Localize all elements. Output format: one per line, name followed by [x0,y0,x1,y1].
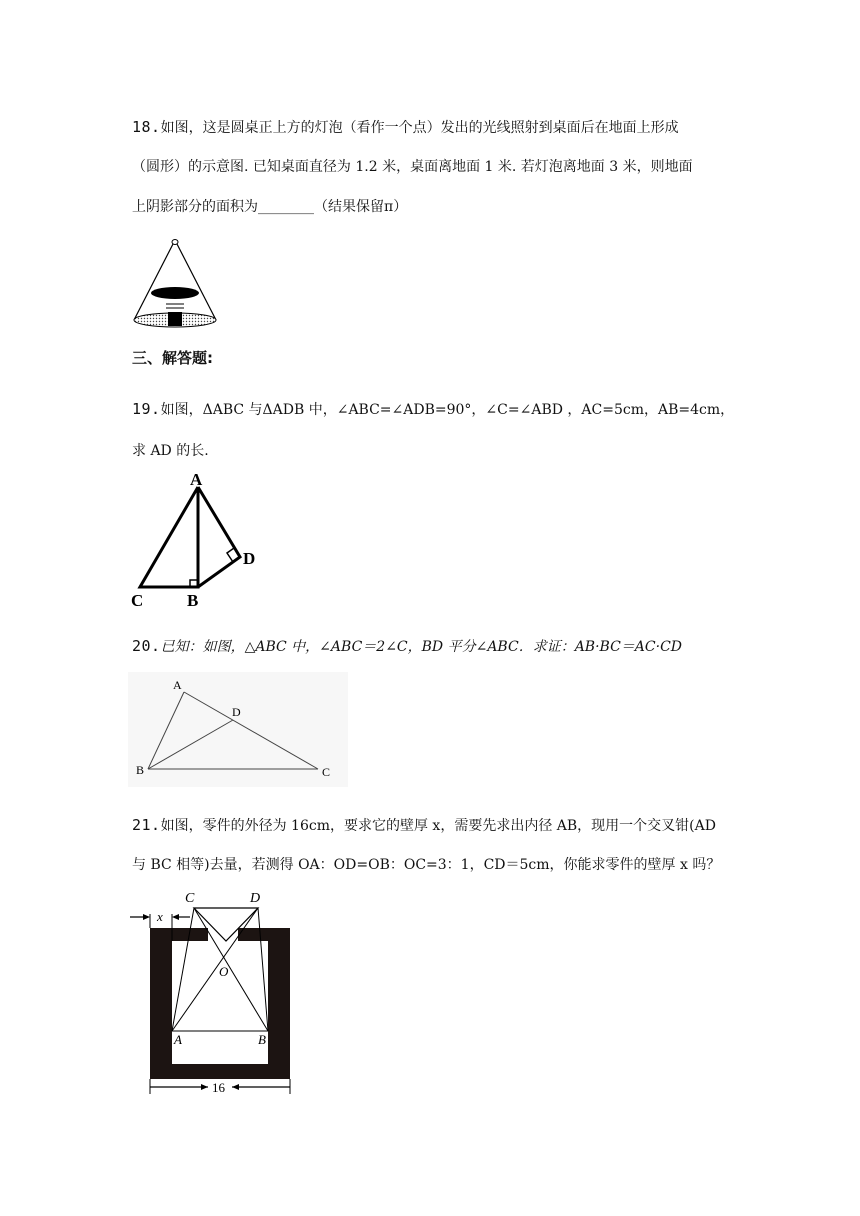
q21-label-width: 16 [212,1080,225,1095]
q19-label-b: B [187,591,199,610]
q18-line1 [132,117,732,138]
q19-number: 19. [132,400,161,418]
q21-x-arrowhead-left [143,914,150,920]
q18-number: 18. [132,118,161,136]
q20-label-a: A [173,678,182,692]
q19-triangle-figure [128,470,268,615]
q19-label-a: A [190,470,203,489]
light-ray-right [177,244,216,320]
q20-triangle-figure [128,672,348,787]
q19-triangle-abd [198,487,240,587]
q21-arm-db [258,908,268,1031]
q18-line2: （圆形）的示意图. 已知桌面直径为 1.2 米，桌面离地面 1 米. 若灯泡离地面 3 米，则地面 [132,159,693,175]
q18-lamp-cone-figure [128,236,223,334]
section-heading: 三、解答题: [132,349,213,367]
q19-text-1: 如图，ΔABC 与ΔADB 中，∠ABC=∠ADB=90°，∠C=∠ABD ，AC=5cm，AB=4cm， [160,402,735,418]
q21-width-arrowhead-right [232,1084,239,1090]
q19-label-d: D [243,549,256,568]
light-ray-left [134,244,173,320]
q21-caliper-figure [128,886,303,1098]
q21-label-a: A [174,1032,182,1047]
q19-triangle-abc [140,487,198,587]
q19-line2: 求 AD 的长. [132,443,209,459]
q21-label-d: D [250,891,261,906]
q20-label-d: D [232,705,241,719]
q21-text-1: 如图，零件的外径为 16cm，要求它的壁厚 x，需要先求出内径 AB，现用一个交叉钳(AD [160,818,716,834]
q20-label-c: C [322,765,331,779]
q19-line1 [132,399,735,420]
q21-arm-ca [172,908,194,1031]
bulb [172,240,178,245]
q18-line3: 上阴影部分的面积为________（结果保留π） [132,199,408,215]
q21-line1 [132,815,732,836]
q21-number: 21. [132,816,161,834]
q18-text-1: 如图，这是圆桌正上方的灯泡（看作一个点）发出的光线照射到桌面后在地面上形成 [160,120,679,136]
q21-label-x: x [157,909,163,924]
q21-label-c: C [185,891,195,906]
q19-label-c: C [131,591,144,610]
q21-line2: 与 BC 相等)去量，若测得 OA：OD=OB：OC=3：1，CD＝5cm，你能求零件的壁厚 x 吗？ [132,857,721,873]
q20-number: 20. [132,637,161,655]
q21-width-arrowhead-left [201,1084,208,1090]
q21-x-arrowhead-right [172,914,179,920]
q20-label-b: B [136,763,145,777]
q21-label-o: O [219,964,229,979]
q21-label-b: B [258,1032,266,1047]
q20-line1 [132,636,732,657]
q20-text-1: 已知：如图，△ABC 中，∠ABC＝2∠C，BD 平分∠ABC．求证：AB·BC＝AC·CD [160,639,683,655]
table-top [151,287,199,299]
table-leg [168,312,182,326]
